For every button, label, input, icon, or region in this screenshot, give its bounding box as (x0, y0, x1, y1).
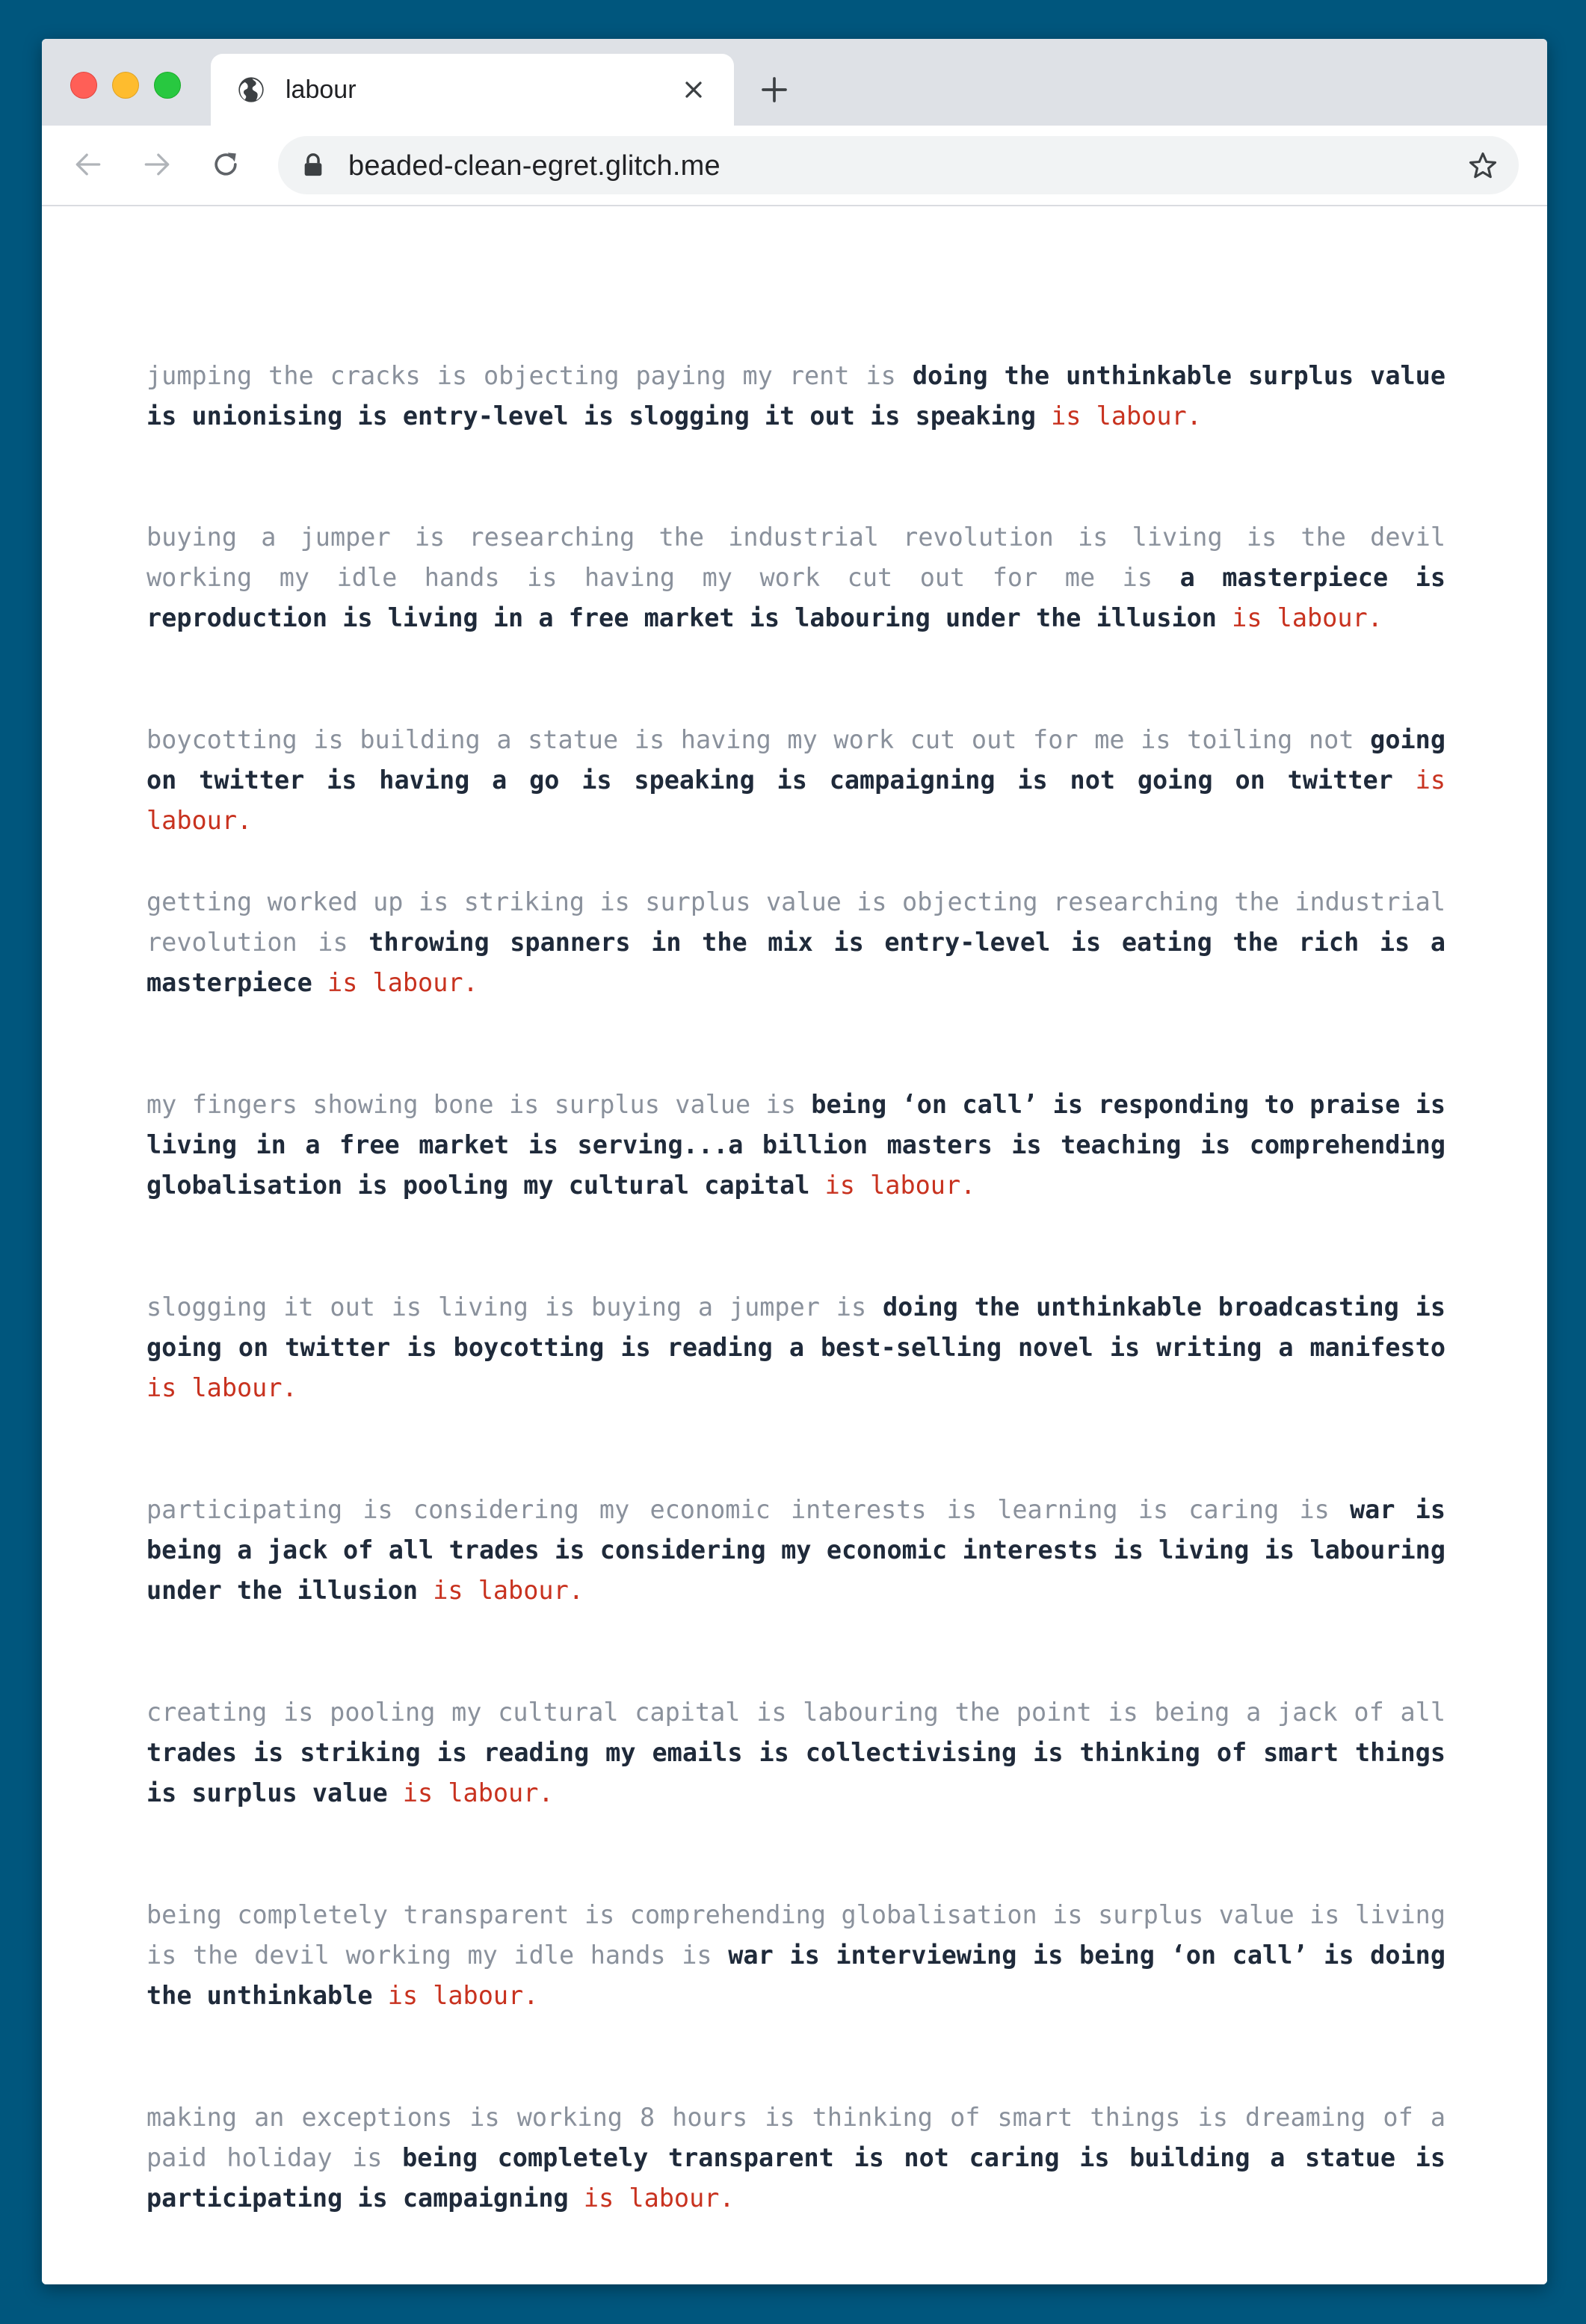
stanza-dark-text: doing the unthinkable broadcasting is going on twitter is boycotting is reading a best-selling novel is writing a manifesto (146, 1292, 1445, 1362)
stanza-dark-text: war is interviewing is being ‘on call’ is doing the unthinkable (146, 1941, 1445, 2010)
new-tab-button[interactable] (759, 75, 789, 105)
stanza-refrain: is labour. (1232, 603, 1383, 632)
url-text[interactable]: beaded-clean-egret.glitch.me (348, 150, 721, 182)
maximize-window-button[interactable] (154, 72, 181, 99)
stanza-dark-text: doing the unthinkable surplus value is unionising is entry-level is slogging it out is speaking (146, 361, 1446, 431)
stanza-refrain: is labour. (327, 968, 478, 997)
stanza-faint-text: buying a jumper is researching the industrial revolution is living is the devil working my idle hands is having my work cut out for me is (146, 523, 1445, 592)
back-arrow-icon[interactable] (72, 148, 105, 181)
globe-icon (236, 75, 266, 105)
stanza-dark-text: a masterpiece is reproduction is living in a free market is labouring under the illusion (146, 563, 1446, 632)
stanza-dark-text: being completely transparent is not caring is building a statue is participating is campaigning (146, 2143, 1446, 2213)
stanza-faint-text: getting worked up is striking is surplus value is objecting researching the industrial revolution is (146, 887, 1445, 957)
close-window-button[interactable] (70, 72, 97, 99)
forward-arrow-icon[interactable] (141, 148, 173, 181)
stanza-refrain: is labour. (433, 1576, 584, 1605)
browser-window (42, 39, 1547, 2284)
stanza-dark-text: throwing spanners in the mix is entry-level is eating the rich is a masterpiece (146, 928, 1445, 997)
close-icon[interactable] (680, 76, 707, 103)
stanza-faint-text: my fingers showing bone is surplus value is (146, 1090, 796, 1119)
stanza-refrain: is labour. (146, 1373, 297, 1402)
stanza-refrain: is labour. (583, 2183, 735, 2213)
stanza-dark-text: being ‘on call’ is responding to praise is living in a free market is serving...a billion masters is teaching is comprehending globalisation is pooling my cultural capital (146, 1090, 1445, 1200)
stanza-refrain: is labour. (824, 1171, 976, 1200)
stanza (146, 1692, 1445, 1813)
stanza-refrain: is labour. (146, 765, 1446, 835)
stanza (146, 517, 1445, 638)
stanza-faint-text: slogging it out is living is buying a jumper is (146, 1292, 867, 1322)
stanza (146, 720, 1445, 841)
stanza-faint-text: being completely transparent is comprehending globalisation is surplus value is living is the devil working my idle hands is (146, 1900, 1445, 1970)
tab-labour[interactable] (211, 54, 734, 126)
stanza (146, 1287, 1445, 1408)
stanza (146, 356, 1445, 437)
stanza (146, 1085, 1445, 1206)
tab-strip (42, 39, 1547, 126)
stanza-faint-text: making an exceptions is working 8 hours is thinking of smart things is dreaming of a paid holiday is (146, 2103, 1445, 2172)
bookmark-star-icon[interactable] (1466, 150, 1499, 182)
stanza-dark-text: war is being a jack of all trades is considering my economic interests is living is labouring under the illusion (146, 1495, 1446, 1605)
tab-title: labour (286, 75, 357, 104)
stanza-faint-text: boycotting is building a statue is having my work cut out for me is toiling not (146, 725, 1354, 754)
stanza (146, 1895, 1445, 2016)
stanza (146, 2098, 1445, 2219)
minimize-window-button[interactable] (112, 72, 139, 99)
stanza-dark-text: trades is striking is reading my emails is collectivising is thinking of smart things is surplus value (146, 1738, 1445, 1807)
stanza-refrain: is labour. (1051, 401, 1202, 431)
stanza (146, 882, 1445, 1003)
toolbar (42, 126, 1547, 206)
stanza-faint-text: creating is pooling my cultural capital is labouring the point is being a jack of all (146, 1698, 1445, 1727)
stanza-refrain: is labour. (402, 1778, 554, 1807)
reload-icon[interactable] (209, 148, 242, 181)
lock-icon[interactable] (302, 152, 324, 178)
page-content (42, 206, 1547, 2284)
stanza-dark-text: going on twitter is having a go is speaking is campaigning is not going on twitter (146, 725, 1446, 795)
address-bar[interactable] (278, 136, 1519, 194)
stanza-faint-text: jumping the cracks is objecting paying my rent is (146, 361, 896, 390)
stanza (146, 1490, 1445, 1611)
stanza-refrain: is labour. (387, 1981, 539, 2010)
stanza-faint-text: participating is considering my economic interests is learning is caring is (146, 1495, 1330, 1524)
